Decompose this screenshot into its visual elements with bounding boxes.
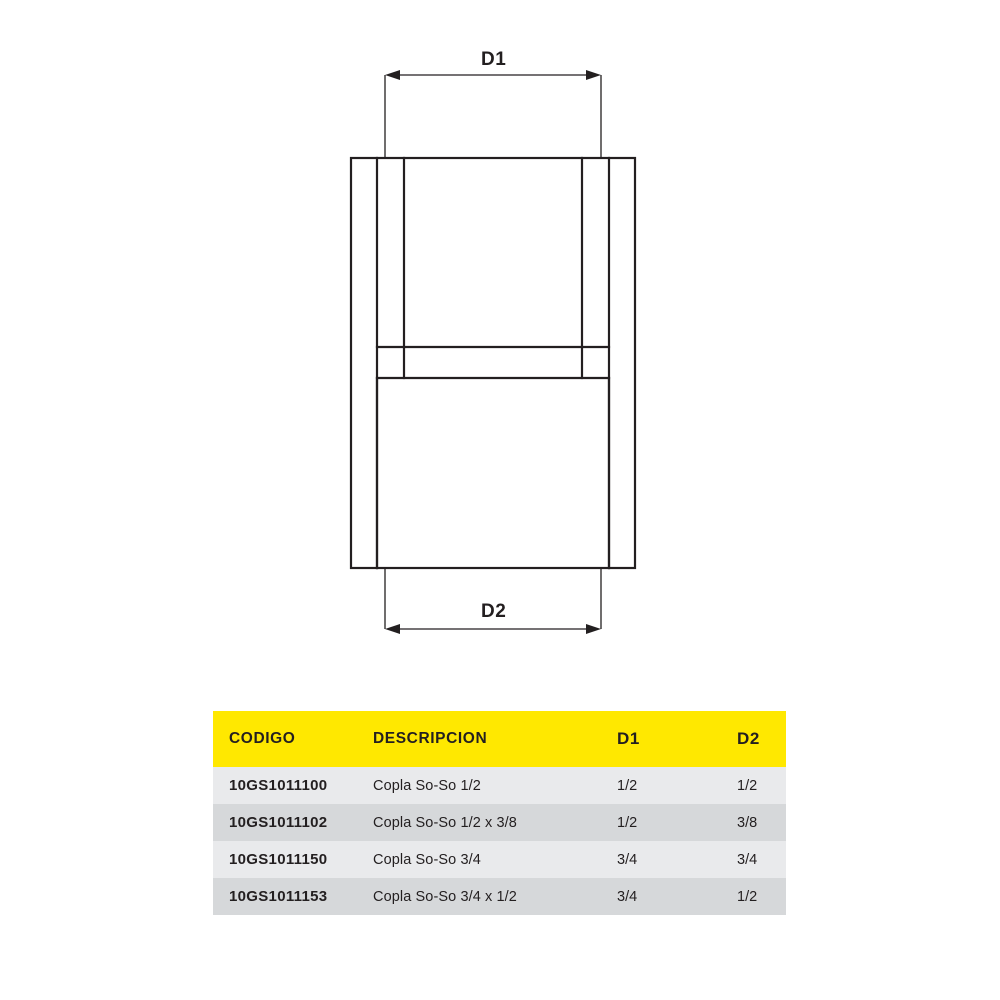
cell-codigo: 10GS1011153 bbox=[213, 878, 357, 915]
d2-arrow-right bbox=[586, 624, 601, 634]
table-row bbox=[213, 878, 786, 915]
column-header-d2: D2 bbox=[723, 711, 786, 767]
cell-d2: 3/8 bbox=[723, 804, 786, 841]
cell-d1: 3/4 bbox=[603, 841, 723, 878]
table-body bbox=[213, 767, 786, 915]
cell-descripcion: Copla So-So 3/4 x 1/2 bbox=[357, 878, 603, 915]
table-row bbox=[213, 804, 786, 841]
cell-d1: 3/4 bbox=[603, 878, 723, 915]
cell-d2: 1/2 bbox=[723, 878, 786, 915]
table-row bbox=[213, 767, 786, 804]
cell-d2: 1/2 bbox=[723, 767, 786, 804]
column-header-codigo: CODIGO bbox=[213, 711, 357, 767]
d1-dimension-label: D1 bbox=[481, 49, 507, 70]
cell-codigo: 10GS1011150 bbox=[213, 841, 357, 878]
cell-d2: 3/4 bbox=[723, 841, 786, 878]
cell-descripcion: Copla So-So 1/2 x 3/8 bbox=[357, 804, 603, 841]
cell-codigo: 10GS1011100 bbox=[213, 767, 357, 804]
d2-dimension-label: D2 bbox=[481, 601, 507, 622]
d1-arrow-right bbox=[586, 70, 601, 80]
cell-d1: 1/2 bbox=[603, 767, 723, 804]
cell-d1: 1/2 bbox=[603, 804, 723, 841]
column-header-descripcion: DESCRIPCION bbox=[357, 711, 603, 767]
table-header-row bbox=[213, 711, 786, 767]
table-row bbox=[213, 841, 786, 878]
cell-codigo: 10GS1011102 bbox=[213, 804, 357, 841]
column-header-d1: D1 bbox=[603, 711, 723, 767]
d2-arrow-left bbox=[385, 624, 400, 634]
table-header bbox=[213, 711, 786, 767]
product-specifications-table bbox=[213, 711, 786, 915]
cell-descripcion: Copla So-So 1/2 bbox=[357, 767, 603, 804]
cell-descripcion: Copla So-So 3/4 bbox=[357, 841, 603, 878]
body-outline bbox=[351, 158, 635, 568]
d1-arrow-left bbox=[385, 70, 400, 80]
